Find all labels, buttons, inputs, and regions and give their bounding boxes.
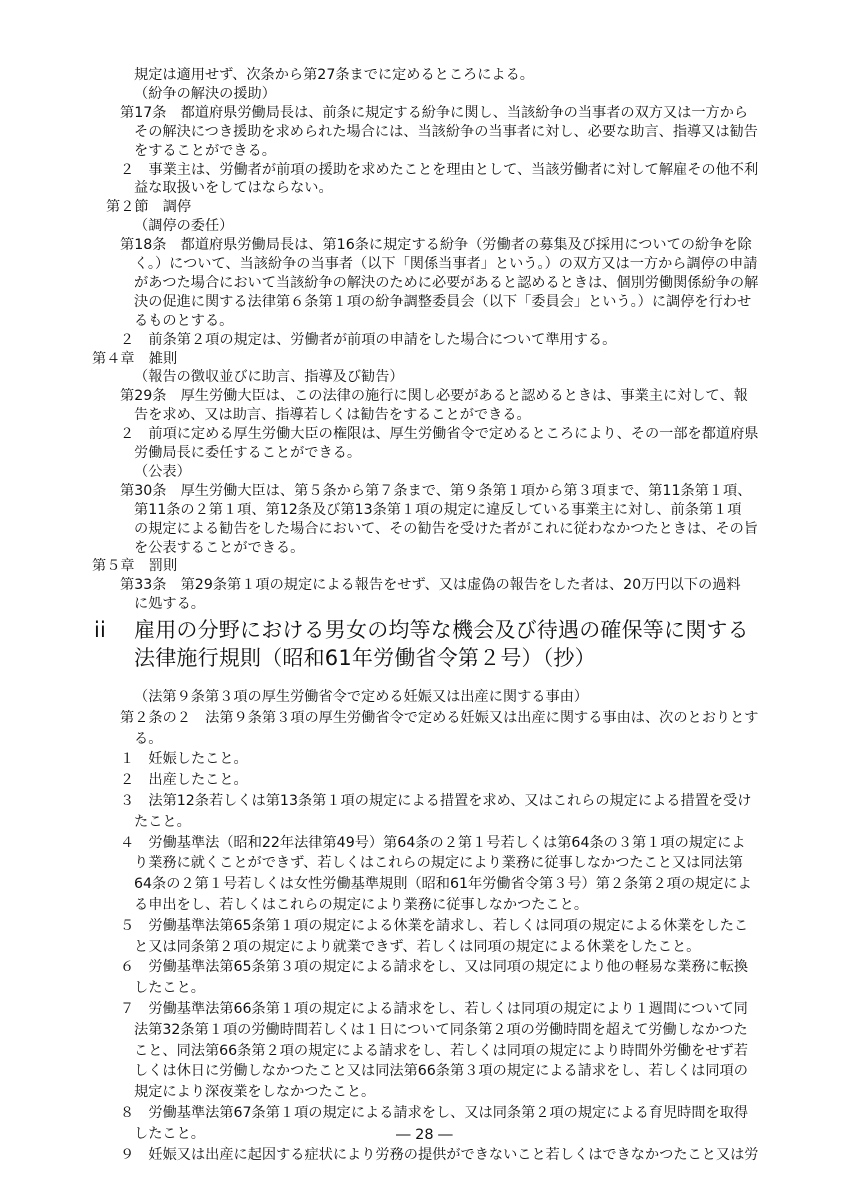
list-item-9: ９ 妊娠又は出産に起因する症状により労務の提供ができないこと若しくはできなかつたこと又は労 bbox=[120, 1146, 759, 1163]
text-line: 法第32条第１項の労働時間若しくは１日について同条第２項の労働時間を超えて労働しなかつた bbox=[134, 1021, 748, 1038]
article-17: 第17条 都道府県労働局長は、前条に規定する紛争に関し、当該紛争の当事者の双方又は一方から bbox=[120, 104, 749, 121]
text-line: 64条の２第１号若しくは女性労働基準規則（昭和61年労働省令第３号）第２条第２項の規定によ bbox=[134, 876, 752, 893]
list-item-5: ５ 労働基準法第65条第１項の規定による休業を請求し、若しくは同項の規定による休業をしたこ bbox=[120, 917, 749, 934]
article-29: 第29条 厚生労働大臣は、この法律の施行に関し必要があると認めるときは、事業主に対して、報 bbox=[120, 388, 748, 405]
text-line: こと、同法第66条第２項の規定による請求をし、若しくは同項の規定により時間外労働をせず若 bbox=[134, 1042, 748, 1059]
text-line: しくは休日に労働しなかつたこと又は同法第66条第３項の規定による請求をし、若しくは同項の bbox=[134, 1063, 748, 1080]
paragraph-2: ２ 前条第２項の規定は、労働者が前項の申請をした場合について準用する。 bbox=[120, 331, 617, 348]
text-line: 益な取扱いをしてはならない。 bbox=[134, 180, 333, 197]
text-line: り業務に就くことができず、若しくはこれらの規定により業務に従事しなかつたこと又は同法第 bbox=[134, 855, 743, 872]
article-caption: （紛争の解決の援助） bbox=[134, 85, 276, 102]
chapter-heading: 第５章 罰則 bbox=[92, 558, 178, 575]
text-line: に処する。 bbox=[134, 596, 205, 613]
text-line: 決の促進に関する法律第６条第１項の紛争調整委員会（以下「委員会」という。）に調停を行わせ bbox=[134, 293, 752, 310]
article-30: 第30条 厚生労働大臣は、第５条から第７条まで、第９条第１項から第３項まで、第11条第１項、 bbox=[120, 482, 752, 499]
article-18: 第18条 都道府県労働局長は、第16条に規定する紛争（労働者の募集及び採用についての紛争を除 bbox=[120, 237, 752, 254]
section-heading: 第２節 調停 bbox=[106, 199, 192, 216]
article-caption: （法第９条第３項の厚生労働省令で定める妊娠又は出産に関する事由） bbox=[134, 689, 589, 705]
text-line: たこと。 bbox=[134, 813, 191, 830]
text-line: があつた場合において当該紛争の解決のために必要があると認めるときは、個別労働関係紛争の解 bbox=[134, 274, 759, 291]
article-caption: （公表） bbox=[134, 463, 191, 480]
list-item-3: ３ 法第12条若しくは第13条第１項の規定による措置を求め、又はこれらの規定による措置を受け bbox=[120, 793, 752, 809]
article-caption: （調停の委任） bbox=[134, 218, 234, 235]
text-line: るものとする。 bbox=[134, 312, 234, 329]
paragraph-2: ２ 事業主は、労働者が前項の援助を求めたことを理由として、当該労働者に対して解雇その他不利 bbox=[120, 161, 759, 178]
text-line: を公表することができる。 bbox=[134, 539, 305, 556]
text-line: その解決につき援助を求められた場合には、当該紛争の当事者に対し、必要な助言、指導又は勧告 bbox=[134, 123, 758, 140]
text-line: る申出をし、若しくはこれらの規定により業務に従事しなかつたこと。 bbox=[134, 897, 589, 913]
page-number: ― 28 ― bbox=[396, 1127, 453, 1143]
list-item-1: １ 妊娠したこと。 bbox=[120, 751, 248, 768]
text-line: 第11条の２第１項、第12条及び第13条第１項の規定に違反している事業主に対し、前条第１項 bbox=[134, 501, 742, 518]
list-item-8: ８ 労働基準法第67条第１項の規定による請求をし、又は同条第２項の規定による育児時間を取得 bbox=[120, 1105, 749, 1121]
list-item-6: ６ 労働基準法第65条第３項の規定による請求をし、又は同項の規定により他の軽易な業務に転換 bbox=[120, 959, 749, 976]
text-line: 規定により深夜業をしなかつたこと。 bbox=[134, 1084, 376, 1101]
text-line: く。）について、当該紛争の当事者（以下「関係当事者」という。）の双方又は一方から調停の申請 bbox=[134, 256, 758, 272]
heading-title-line2: 法律施行規則（昭和61年労働省令第２号）（抄） bbox=[134, 646, 596, 670]
heading-number: ii bbox=[94, 618, 107, 642]
text-line: る。 bbox=[134, 730, 163, 747]
chapter-heading: 第４章 雑則 bbox=[92, 350, 178, 367]
text-line: 規定は適用せず、次条から第27条までに定めるところによる。 bbox=[134, 67, 534, 83]
article-caption: （報告の徴収並びに助言、指導及び勧告） bbox=[134, 369, 404, 386]
article-33: 第33条 第29条第１項の規定による報告をせず、又は虚偽の報告をした者は、20万円以下の過料 bbox=[120, 577, 741, 594]
article-2-2: 第２条の２ 法第９条第３項の厚生労働省令で定める妊娠又は出産に関する事由は、次のとおりとす bbox=[120, 709, 759, 726]
paragraph-2: ２ 前項に定める厚生労働大臣の権限は、厚生労働省令で定めるところにより、その一部を都道府県 bbox=[120, 426, 759, 443]
text-line: の規定による勧告をした場合において、その勧告を受けた者がこれに従わなかつたときは、その旨 bbox=[134, 520, 758, 537]
list-item-2: ２ 出産したこと。 bbox=[120, 772, 248, 789]
text-line: をすることができる。 bbox=[134, 142, 276, 159]
text-line: したこと。 bbox=[134, 980, 205, 997]
text-line: 労働局長に委任することができる。 bbox=[134, 445, 362, 461]
heading-title-line1: 雇用の分野における男女の均等な機会及び待遇の確保等に関する bbox=[134, 618, 749, 642]
list-item-7: ７ 労働基準法第66条第１項の規定による請求をし、若しくは同項の規定により１週間について同 bbox=[120, 1001, 748, 1017]
list-item-4: ４ 労働基準法（昭和22年法律第49号）第64条の２第１号若しくは第64条の３第１項の規定によ bbox=[120, 834, 746, 851]
text-line: 告を求め、又は助言、指導若しくは勧告をすることができる。 bbox=[134, 407, 531, 424]
text-line: したこと。 bbox=[134, 1125, 205, 1142]
text-line: と又は同条第２項の規定により就業できず、若しくは同項の規定による休業をしたこと。 bbox=[134, 938, 701, 955]
